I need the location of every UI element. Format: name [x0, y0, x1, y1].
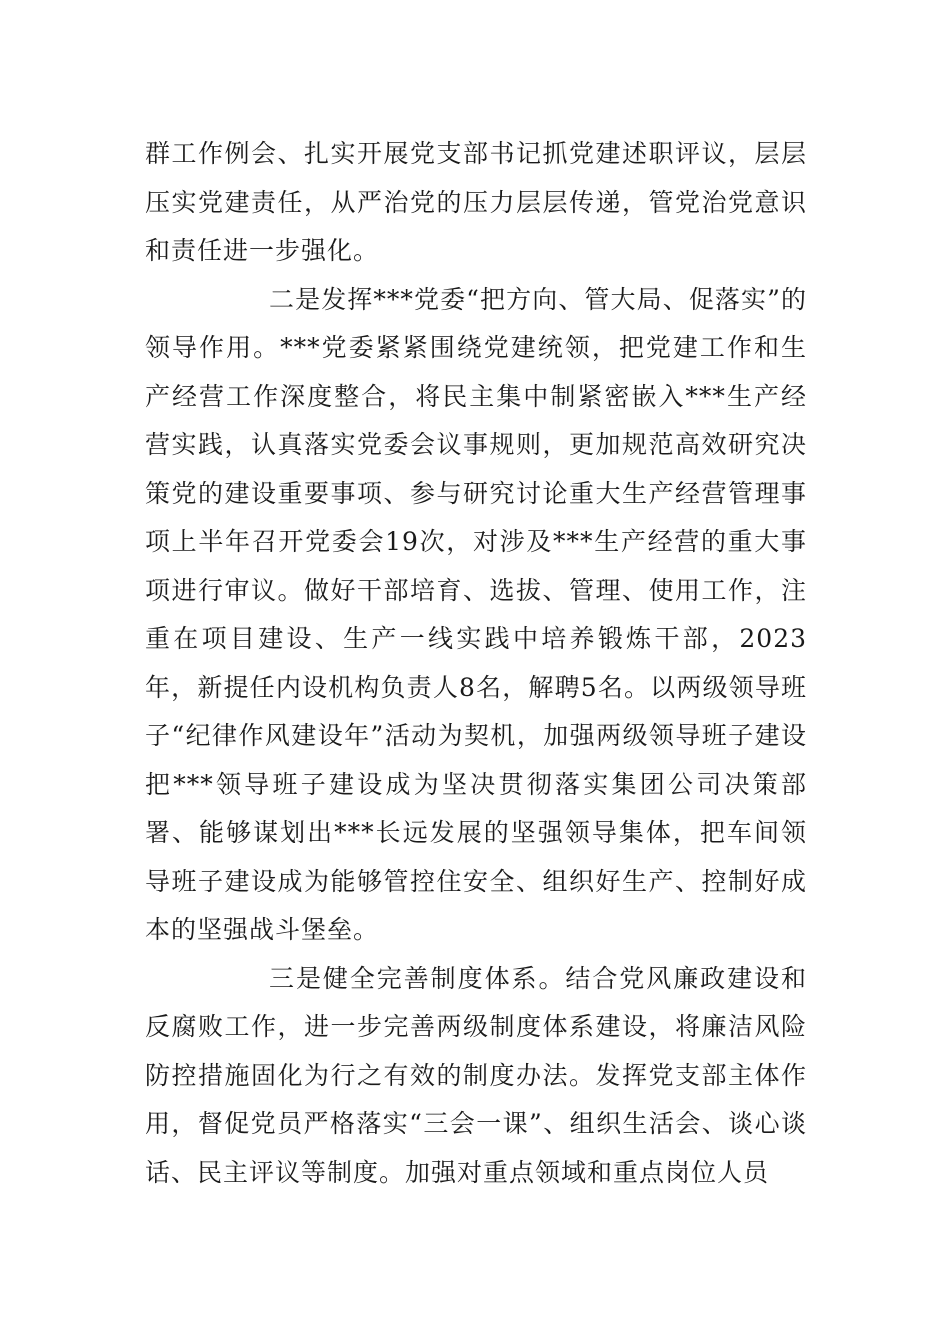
- paragraph-continued: 群工作例会、扎实开展党支部书记抓党建述职评议，层层压实党建责任，从严治党的压力层层传递，管党治党意识和责任进一步强化。: [145, 139, 807, 265]
- paragraph-point-two: 二是发挥***党委“把方向、管大局、促落实”的领导作用。***党委紧紧围绕党建统领，把党建工作和生产经营工作深度整合，将民主集中制紧密嵌入***生产经营实践，认真落实党委会议事规则，更加规范高效研究决策党的建设重要事项、参与研究讨论重大生产经营管理事项上半年召开党委会19次，对涉及***生产经营的重大事项进行审议。做好干部培育、选拔、管理、使用工作，注重在项目建设、生产一线实践中培养锻炼干部，2023年，新提任内设机构负责人8名，解聘5名。以两级领导班子“纪律作风建设年”活动为契机，加强两级领导班子建设把***领导班子建设成为坚决贯彻落实集团公司决策部署、能够谋划出***长远发展的坚强领导集体，把车间领导班子建设成为能够管控住安全、组织好生产、控制好成本的坚强战斗堡垒。: [145, 284, 807, 944]
- paragraph-point-three: 三是健全完善制度体系。结合党风廉政建设和反腐败工作，进一步完善两级制度体系建设，将廉洁风险防控措施固化为行之有效的制度办法。发挥党支部主体作用，督促党员严格落实“三会一课”、组织生活会、谈心谈话、民主评议等制度。加强对重点领域和重点岗位人员: [145, 963, 807, 1187]
- document-body: [145, 130, 807, 1197]
